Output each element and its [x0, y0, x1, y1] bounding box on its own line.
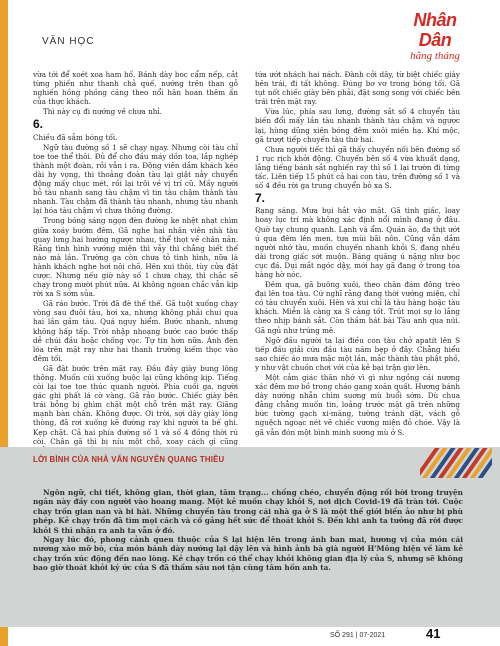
- right-column: [255, 70, 460, 438]
- paragraph: Ngỡ đầu người ta lại điều con tàu chở apatít lên S tiếp đầu giải cứu đầu tàu năm bẹp ở đây. Chẳng hiểu sao chiếc áo mưa mặc một lần, mắc thành tàu phật phồ, y như vật chuồn chơi với của kẻ bại trận giơ lên.: [255, 335, 460, 372]
- paragraph: Gã đặt bước trên mặt ray. Đầu đầy giày bung lông thông. Muốn cúi xuống buộc lại cũng không kịp. Tiếng còi lại toe toe thúc quanh người. Phía cuối ga, người gác ghi phất lá cờ vàng. Gã rảo bước. Chiếc giày bên trái bỗng bị ghìm chặt một chỗ trên mặt ray. Giãng mạnh bàn chân. Không được. Ơi trời, sợi dây giày lòng thòng, đã rơi xuống kẽ đường ray khi người ta bế ghi. Kẹp chặt. Cả hai phía đường số 1 và số 4 đồng thời rú còi. Chân gã thì bị níu một chỗ, xoay cách gì cũng: [33, 363, 238, 446]
- paragraph: Thì này cụ đi nướng về chưa nhỉ.: [43, 107, 162, 117]
- paragraph: Vừa lúc, phía sau lưng, đường sắt số 4 chuyển tàu biến đổi mấy lần tàu nhanh thành tàu chậm và ngược lại, hùng dũng xiên bóng đêm xuôi miền hạ. Khí mộc, gã trượt tiếp chuyến tàu thứ hai.: [255, 107, 460, 144]
- logo-title: Nhân Dân: [413, 10, 457, 50]
- issue-label: SỐ 291 | 07-2021: [330, 632, 386, 639]
- comment-paragraph: Ngay lúc đó, phong cảnh quen thuộc của S lại hiện lên trong ánh ban mai, hương vị của món cái nương xào mỡ bò, của món bánh dày nướng lại dậy lên và hình ảnh bà già người H'Mông hiện về làm kẻ chạy trốn xúc động đến nao lòng. Kẻ chạy trốn có thể chạy khỏi không gian địa lý của S, nhưng sẽ không bao giờ thoát khỏi ký ức của S đã thấm sâu nơi tận cùng tâm hồn anh ta.: [33, 535, 463, 573]
- paragraph: Chưa người tiếc thì gã thấy chuyến nối bên đường số 1 rục rịch khởi động. Chuyến bên số 4 vừa khuất dạng, lắng tiếng bánh sắt nghiến ray thì số 1 lại trườn đi từng tấc. Liên tiếp 15 phút cả hai con tàu, trên đường số 1 và số 4 đều rời ga trung chuyển bỏ xa S.: [255, 144, 460, 191]
- paragraph: Một cảm giác thân nhớ vì gì như ngồng cái nương xác đêm mơ bồ trong cháo gang xoăn quất. Hương bánh dày nướng nhẵn chìm suơng mù buổi sớm. Dù chua đằng chẳng muốn tin, loảng trước mặt gã trên những bức tường gạch xi-măng, tường tránh dặt, vách gỗ nguệch ngoạc nét vẽ chiếc vương miện đỏ chóe. Vậy là gã vẫn đón một bình minh sương mù ở S.: [255, 373, 460, 437]
- paragraph: Rạng sáng. Mưa bụi hắt vào mặt. Gã tinh giấc, loay hoay lục trí mà không xác định nổi mình đang ở đâu. Quờ tay chung quanh. Lạnh và ẩm. Quán ăo, đa thịt ướt ú qua đêm lên men, tựa mùi bãi nôn. Cũng vẫn dắm người nhớ tàu, muốn chuyến nhanh khỏi S, đang nhều dài trong giấc sớt muộn. Băng quăng ú nặng như bọc cục đá. Dụi mắt ngóc dậy, mới hay gã đang ở trong toa hàng hờ nóc.: [255, 206, 460, 279]
- page-number: 41: [426, 626, 441, 641]
- paragraph: Chiều đã sẫm bóng tối.: [33, 132, 118, 142]
- decorative-stripes: [420, 448, 492, 478]
- section-title: VĂN HỌC: [42, 36, 95, 47]
- paragraph: vừa tới để xoét xoa ham hố. Bánh dày boc cẩm nếp, cắt từng phiến như thanh chả quế, nướng trên than gỗ nghiến hồng phồng căng theo nổi hân hoan thêm ấn của thực khách.: [33, 70, 238, 107]
- logo-subtitle: hằng tháng: [410, 50, 460, 62]
- paragraph: Trong bóng sáng ngọn đèn đường ke nhệt nhạt chìm giữa xoáy bướm đêm. Gã nghe hai nhân viên nhà tàu quay lưng hai hướng ngược nhau, thể thọt về chân nản. Rằng tình hình vướng miện thì vẫy thì chẳng biết thế nào mà lần. Trường ga còn chưa tỏ tình hình, nữa là hành khách nghe hơi nôi chõ. Hên xui thôi, tùy cửa đặt cược. Nhưng nếu giờ này số 1 chưa chạy, thì chắc sẽ chạy trong mười phút nữa. Ai không ngoan chắc vẫn kịp rời xa S sớm sủa.: [33, 216, 238, 299]
- comment-text: [33, 488, 463, 573]
- paragraph: tứa ướt nhách hai nách. Đành cởi dây, từ biệt chiếc giày bên trái, đi tất không. Đúng bơ vơ trong bóng tối. Gã tụt nốt chiếc giày bên phải, đặt song song với chiếc bên trái trên mặt ray.: [255, 70, 460, 107]
- paragraph: Ngữ tàu đường số 1 sẽ chạy ngay. Nhưng còi tàu chỉ toe toe thể thôi. Đủ để cho đầu máy dồn toa, lắp nghép thành một đoàn, rồi vẫn i ra. Động viên dắm khách kéo dài hy vọng, thi thoảng đoàn tàu lại giật nảy chuyển động mấy chục mét, rồi lại trôi về vị trí cũ. Mấy người bỏ tàu nhanh sang tàu chậm vì tin tàu chậm thành tàu nhanh. Tàu chậm đã thành tàu nhanh, nhưng tàu nhanh lại hóa tàu chậm vì chưa thông đường.: [33, 142, 238, 216]
- left-column: [33, 70, 238, 456]
- comment-title: LỜI BÌNH CỦA NHÀ VĂN NGUYỄN QUANG THIỀU: [33, 455, 225, 464]
- chapter-number: 7.: [255, 191, 266, 206]
- chapter-number: 6.: [33, 117, 44, 132]
- paragraph: Đêm qua, gã buông xuôi, theo chân đám đông trèo đại lên toa tàu. Cứ nghĩ rằng đang thời vướng miện, chỉ có tàu chuyển xuôi. Hên và xui chỉ là tàu hàng hoặc tàu khách. Miễn là càng xa S càng tốt. Trút mọi sự lo lắng theo nhịp bánh sắt. Còn thầm hát bài Tàu anh qua núi. Gã ngủ như trúng mê.: [255, 280, 460, 335]
- publication-logo: [404, 10, 466, 62]
- comment-paragraph: Ngôn ngữ, chi tiết, không gian, thời gian, tâm trạng... chống chéo, chuyển động rối bời trong truyện ngắn này đầy con người vào hoang mang. Một kẻ muốn chạy khỏi S, nơi dịch Covid-19 đã tràn tới. Cuộc chạy trốn gian nan và bi hài. Những chuyến tàu trong cái nhà ga ở S là một thế giới biến ảo như bị phù phép. Kẻ chạy trốn đã tìm mọi cách và cố gắng hết sức để thoát khỏi S. Đến khi anh ta tưởng đã rời được khỏi S thì nhận ra anh ta vẫn ở đó.: [33, 488, 463, 535]
- paragraph: Gã ráo bước. Trời đã đè thế thế. Gã tuột xuống chạy vòng sau đuôi tàu, hơi xa, nhưng không phải chui qua hai lần gầm tàu. Quá nguy hiểm. Bước nhanh, nhưng không hấp tấp. Trời nhập nhoạng bước cao bước thấp dễ chúi đầu hoặc chống vọc. Tự tin hơn nữa. Ánh đèn lóa trên mặt ray như hai thanh trường kiếm thọc vào đêm tối.: [33, 299, 238, 363]
